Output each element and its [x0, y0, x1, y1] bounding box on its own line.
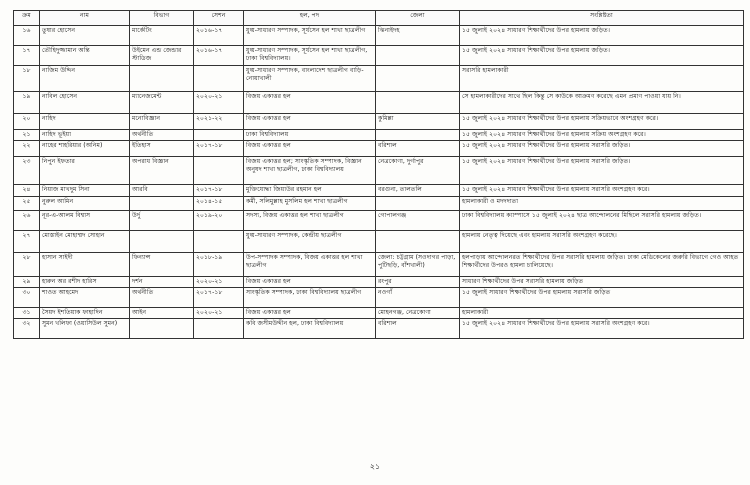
- department-cell: মনোবিজ্ঞান: [130, 114, 194, 130]
- department-cell: অপরাধ বিজ্ঞান: [130, 157, 194, 185]
- name-cell: নাহিদ: [40, 114, 130, 130]
- serial-cell: ২৩: [14, 157, 40, 185]
- district-cell: কুমিল্লা: [376, 114, 460, 130]
- hall-position-cell: বিজয় একাত্তর হল: [244, 141, 376, 157]
- hall-position-cell: যুগ্ম-সাধারণ সম্পাদক, বাংলাদেশ ছাত্রলীগ বাড়ি- নোয়াখালী: [244, 66, 376, 92]
- involvement-cell: হামলাকারী: [460, 308, 744, 319]
- header-district: জেলা: [376, 11, 460, 26]
- session-cell: [194, 66, 244, 92]
- involvement-table: [13, 10, 744, 339]
- department-cell: ফিন্যান্স: [130, 253, 194, 277]
- table-row: [14, 277, 744, 288]
- name-cell: মোস্তাইন মোহাম্মদ সোহান: [40, 231, 130, 253]
- table-row: [14, 46, 744, 66]
- serial-cell: ১৭: [14, 46, 40, 66]
- involvement-cell: ১৫ জুলাই ২০২৪ সাধারণ শিক্ষার্থীদের উপর হামলায় সরাসরি জড়িত।: [460, 157, 744, 185]
- session-cell: ২০১৮-১৯: [194, 253, 244, 277]
- involvement-cell: ১৫ জুলাই ২০২৪ সাধারণ শিক্ষার্থীদের উপর হামলায় সরাসরি জড়িত।: [460, 141, 744, 157]
- serial-cell: ১৮: [14, 66, 40, 92]
- involvement-cell: হামলায় নেতৃত্ব দিয়েছে এবং হামলায় সরাসরি অংশগ্রহণ করেছে।: [460, 231, 744, 253]
- district-cell: [376, 231, 460, 253]
- session-cell: [194, 319, 244, 339]
- serial-cell: ২৬: [14, 211, 40, 231]
- name-cell: নাহিদ ভূইয়া: [40, 130, 130, 141]
- department-cell: মার্কেটিং: [130, 26, 194, 46]
- hall-position-cell: মুক্তিযোদ্ধা জিয়াউর রহমান হল: [244, 185, 376, 197]
- table-row: [14, 114, 744, 130]
- session-cell: ২০১৬-১৭: [194, 46, 244, 66]
- hall-position-cell: যুগ্ম-সাধারণ সম্পাদক, কেন্দ্রীয় ছাত্রলীগ: [244, 231, 376, 253]
- name-cell: নূর-এ-আলম বিশ্বাস: [40, 211, 130, 231]
- hall-position-cell: উপ-সম্পাদক সম্পাদক, বিজয় একাত্তর হল শাখা ছাত্রলীগ: [244, 253, 376, 277]
- district-cell: রংপুর: [376, 277, 460, 288]
- involvement-cell: ১৫ জুলাই ২০২৪ সাধারণ শিক্ষার্থীদের উপর হামলায় সরাসরি অংশগ্রহণ করে।: [460, 185, 744, 197]
- serial-cell: ২৭: [14, 231, 40, 253]
- district-cell: বরিশাল: [376, 319, 460, 339]
- involvement-cell: ১৫ জুলাই ২০২৪ সাধারণ শিক্ষার্থীদের উপর হামলায় সক্রিয় অংশগ্রহণ করে।: [460, 130, 744, 141]
- name-cell: সুমন খলিফা (ওয়াসিউল সুমন): [40, 319, 130, 339]
- involvement-cell: ঢাকা বিশ্ববিদ্যালয় ক্যাম্পাসে ১৫ জুলাই ২০২৪ ছাত্র আন্দোলনের মিছিলে সরাসরি হামলায় জড়িত।: [460, 211, 744, 231]
- hall-position-cell: বিজয় একাত্তর হল: [244, 114, 376, 130]
- hall-position-cell: কবি জসীমউদ্দীন হল, ঢাকা বিশ্ববিদ্যালয়: [244, 319, 376, 339]
- district-cell: মোহনগঞ্জ, নেত্রকোণা: [376, 308, 460, 319]
- involvement-cell: সরাসরি হামলাকারী: [460, 66, 744, 92]
- table-row: [14, 185, 744, 197]
- department-cell: আরবি: [130, 185, 194, 197]
- name-cell: তৌহিদুজ্জামান অন্তি: [40, 46, 130, 66]
- involvement-cell: ১৫ জুলাই ২০২৪ সাধারণ শিক্ষার্থীদের উপর হামলায় সক্রিয়ভাবে অংশগ্রহণ করে।: [460, 114, 744, 130]
- name-cell: নিয়াজ মাখদুম সিনা: [40, 185, 130, 197]
- session-cell: ২০২১-২২: [194, 114, 244, 130]
- header-involvement: সংশ্লিষ্টতা: [460, 11, 744, 26]
- department-cell: [130, 197, 194, 211]
- table-row: [14, 211, 744, 231]
- header-name: নাম: [40, 11, 130, 26]
- district-cell: ঝিনাইদহ: [376, 26, 460, 46]
- table-row: [14, 197, 744, 211]
- department-cell: ম্যানেজমেন্ট: [130, 92, 194, 114]
- serial-cell: ৩২: [14, 319, 40, 339]
- department-cell: দর্শন: [130, 277, 194, 288]
- district-cell: [376, 130, 460, 141]
- district-cell: নওগাঁ: [376, 288, 460, 308]
- table-row: [14, 92, 744, 114]
- session-cell: ২০১৭-১৮: [194, 185, 244, 197]
- session-cell: [194, 231, 244, 253]
- district-cell: গোপালগঞ্জ: [376, 211, 460, 231]
- name-cell: নাহের শাহরিয়ার (অনিম): [40, 141, 130, 157]
- table-header-row: [14, 11, 744, 26]
- serial-cell: ২৯: [14, 277, 40, 288]
- table-row: [14, 231, 744, 253]
- serial-cell: ১৬: [14, 26, 40, 46]
- hall-position-cell: কর্মী, সলিমুল্লাহ মুসলিম হল শাখা ছাত্রলীগ: [244, 197, 376, 211]
- hall-position-cell: বিজয় একাত্তর হল: [244, 308, 376, 319]
- district-cell: নেত্রকোণা, দুর্গাপুর: [376, 157, 460, 185]
- serial-cell: ২২: [14, 141, 40, 157]
- session-cell: ২০২০-২১: [194, 277, 244, 288]
- name-cell: তুষার হোসেন: [40, 26, 130, 46]
- table-row: [14, 130, 744, 141]
- department-cell: অর্থনীতি: [130, 288, 194, 308]
- involvement-cell: সাধারণ শিক্ষার্থীদের উপর সরাসরি হামলায় জড়িত: [460, 277, 744, 288]
- table-row: [14, 157, 744, 185]
- hall-position-cell: সাংস্কৃতিক সম্পাদক, ঢাকা বিশ্ববিদ্যালয় ছাত্রলীগ: [244, 288, 376, 308]
- table-row: [14, 141, 744, 157]
- table-row: [14, 308, 744, 319]
- district-cell: বরগুনা, তালতলি: [376, 185, 460, 197]
- department-cell: [130, 231, 194, 253]
- name-cell: নাবিল হোসেন: [40, 92, 130, 114]
- serial-cell: ৩০: [14, 288, 40, 308]
- serial-cell: ৩১: [14, 308, 40, 319]
- involvement-cell: হামলাকারী ও মদদদাতা: [460, 197, 744, 211]
- district-cell: [376, 92, 460, 114]
- table-row: [14, 319, 744, 339]
- hall-position-cell: যুগ্ম-সাধারণ সম্পাদক, সূর্যসেন হল শাখা ছাত্রলীগ: [244, 26, 376, 46]
- name-cell: শাওত আহমেদ: [40, 288, 130, 308]
- district-cell: জেলা: চট্টগ্রাম (সওদাগর পাড়া, পুটিছড়ি, বাঁশখালী): [376, 253, 460, 277]
- district-cell: [376, 66, 460, 92]
- page-number: ২১: [369, 462, 381, 471]
- department-cell: [130, 319, 194, 339]
- table-row: [14, 253, 744, 277]
- name-cell: নিপুন ইফতার: [40, 157, 130, 185]
- department-cell: আইন: [130, 308, 194, 319]
- table-row: [14, 26, 744, 46]
- involvement-cell: হলপাড়ায় আন্দোলনরত শিক্ষার্থীদের উপর সরাসরি হামলায় জড়িত। ঢাকা মেডিকেলের জরুরি বিভাগে গেও আহত শিক্ষার্থীদের উপরও হামলা চালিয়েছে।: [460, 253, 744, 277]
- name-cell: সৈয়দ ইশতিয়াক ফাহাদিন: [40, 308, 130, 319]
- hall-position-cell: সদস্য, বিজয় একাত্তর হল শাখা ছাত্রলীগ: [244, 211, 376, 231]
- serial-cell: ২৪: [14, 185, 40, 197]
- department-cell: ইতিহাস: [130, 141, 194, 157]
- hall-position-cell: যুগ্ম-সাধারণ সম্পাদক, সূর্যসেন হল শাখা ছাত্রলীগ, ঢাকা বিশ্ববিদ্যালয়।: [244, 46, 376, 66]
- header-serial: ক্রম: [14, 11, 40, 26]
- session-cell: ২০১৭-১৮: [194, 141, 244, 157]
- header-department: বিভাগ: [130, 11, 194, 26]
- header-session: সেশন: [194, 11, 244, 26]
- header-hall-position: হল, পদ: [244, 11, 376, 26]
- name-cell: নাজিম উদ্দিন: [40, 66, 130, 92]
- district-cell: [376, 197, 460, 211]
- table-row: [14, 288, 744, 308]
- session-cell: ২০১৭-১৮: [194, 288, 244, 308]
- serial-cell: ২০: [14, 114, 40, 130]
- district-cell: [376, 46, 460, 66]
- session-cell: ২০২০-২১: [194, 308, 244, 319]
- department-cell: [130, 66, 194, 92]
- district-cell: বরিশাল: [376, 141, 460, 157]
- name-cell: হারুন অর রশীদ হারিস: [40, 277, 130, 288]
- session-cell: ২০১৪-১৫: [194, 197, 244, 211]
- session-cell: [194, 157, 244, 185]
- table-row: [14, 66, 744, 92]
- session-cell: ২০১৬-১৭: [194, 26, 244, 46]
- involvement-cell: সে হামলাকারীদের সাথে ছিল কিন্তু সে কাউকে আক্রমণ করেছে এমন প্রমাণ পাওয়া যায় নি।: [460, 92, 744, 114]
- involvement-cell: ১৫ জুলাই ২০২৪ সাধারণ শিক্ষার্থীদের উপর হামলায় জড়িত।: [460, 46, 744, 66]
- serial-cell: ২৮: [14, 253, 40, 277]
- session-cell: ২০২০-২১: [194, 92, 244, 114]
- hall-position-cell: ঢাকা বিশ্ববিদ্যালয়: [244, 130, 376, 141]
- involvement-cell: ১৫ জুলাই ২০২৪ সাধারণ শিক্ষার্থীদের উপর হামলায় জড়িত।: [460, 26, 744, 46]
- serial-cell: ১৯: [14, 92, 40, 114]
- department-cell: অর্থনীতি: [130, 130, 194, 141]
- hall-position-cell: বিজয় একাত্তর হল: [244, 92, 376, 114]
- name-cell: নুরুল আমিন: [40, 197, 130, 211]
- serial-cell: ২৫: [14, 197, 40, 211]
- hall-position-cell: বিজয় একাত্তর হল; সাংস্কৃতিক সম্পাদক, বিজ্ঞান অনুষদ শাখা ছাত্রলীগ, ঢাকা বিশ্ববিদ্যালয়: [244, 157, 376, 185]
- department-cell: উর্দু: [130, 211, 194, 231]
- involvement-cell: ১৫ জুলাই ২০২৪ সাধারণ শিক্ষার্থীদের উপর হামলায় সরাসরি অংশগ্রহণ করে।: [460, 319, 744, 339]
- session-cell: [194, 130, 244, 141]
- name-cell: হাসান সাইদী: [40, 253, 130, 277]
- serial-cell: ২১: [14, 130, 40, 141]
- hall-position-cell: বিজয় একাত্তর হল: [244, 277, 376, 288]
- department-cell: উইমেন এন্ড জেন্ডার স্টাডিজ: [130, 46, 194, 66]
- involvement-cell: ১৫ জুলাই সাধারণ শিক্ষার্থীদের উপর হামলায় সরাসরি জড়িত: [460, 288, 744, 308]
- session-cell: ২০১৯-২০: [194, 211, 244, 231]
